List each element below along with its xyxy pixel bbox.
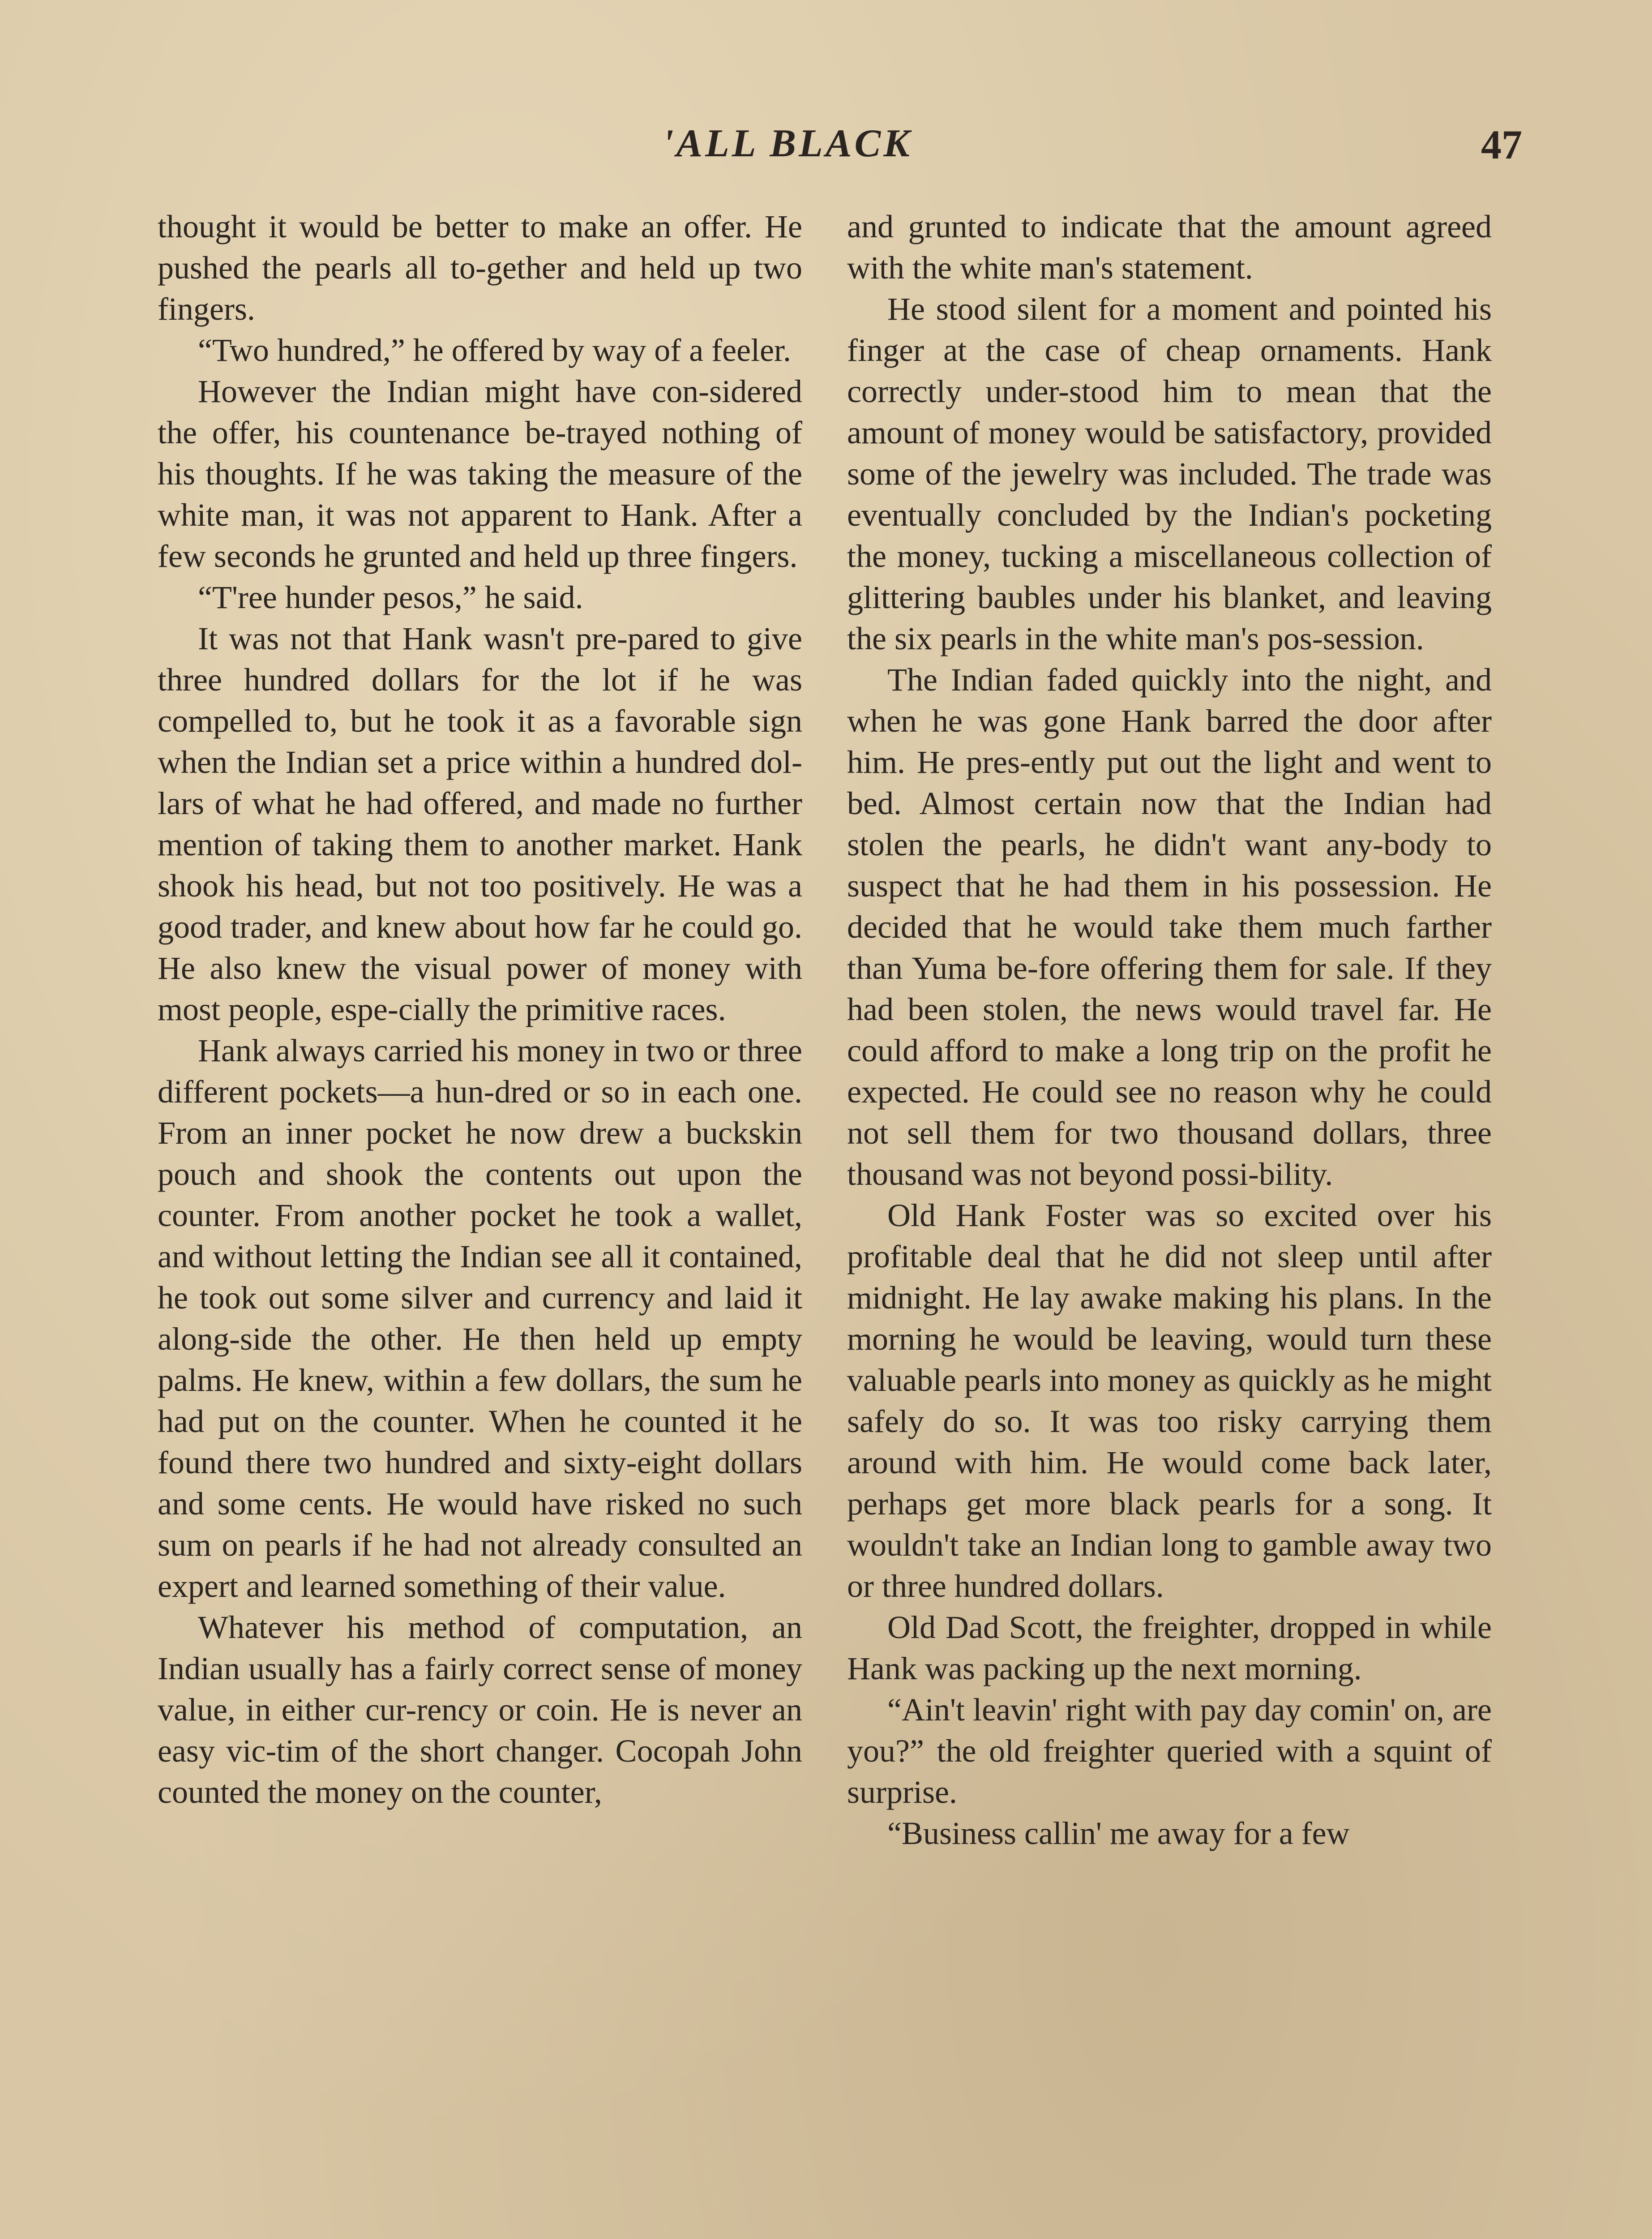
paragraph: Hank always carried his money in two or three different pockets—a hun-dred or so in each one. From an inner pocket he now drew a buckskin pouch and shook the contents out upon the counter. From another pocket he took a wallet, and without letting the Indian see all it contained, he took out some silver and currency and laid it along-side the other. He then held up empty palms. He knew, within a few dollars, the sum he had put on the counter. When he counted it he found there two hundred and sixty-eight dollars and some cents. He would have risked no such sum on pearls if he had not already consulted an expert and learned something of their value. — [158, 1033, 802, 1604]
paragraph: thought it would be better to make an offer. He pushed the pearls all to-gether and held up two fingers. — [158, 209, 802, 327]
page-number: 47 — [1481, 122, 1522, 167]
left-column — [158, 206, 802, 1813]
paragraph: “Business callin' me away for a few — [887, 1815, 1350, 1851]
paragraph: He stood silent for a moment and pointed his finger at the case of cheap ornaments. Hank correctly under-stood him to mean that the amount of money would be satisfactory, provided some of the jewelry was included. The trade was eventually concluded by the Indian's pocketing the money, tucking a miscellaneous collection of glittering baubles under his blanket, and leaving the six pearls in the white man's pos-session. — [847, 291, 1492, 656]
paragraph: Whatever his method of computation, an Indian usually has a fairly correct sense of money value, in either cur-rency or coin. He is never an easy vic-tim of the short changer. Cocopah John counted the money on the counter, — [158, 1609, 802, 1810]
running-title: 'ALL BLACK — [663, 122, 912, 165]
paragraph: “Two hundred,” he offered by way of a feeler. — [198, 332, 792, 368]
paragraph: Old Hank Foster was so excited over his profitable deal that he did not sleep until after midnight. He lay awake making his plans. In the morning he would be leaving, would turn these valuable pearls into money as quickly as he might safely do so. It was too risky carrying them around with him. He would come back later, perhaps get more black pearls for a song. It wouldn't take an Indian long to gamble away two or three hundred dollars. — [847, 1197, 1492, 1604]
paragraph: Old Dad Scott, the freighter, dropped in while Hank was packing up the next morning. — [847, 1609, 1492, 1686]
paragraph: and grunted to indicate that the amount agreed with the white man's statement. — [847, 209, 1492, 286]
paragraph: “T'ree hunder pesos,” he said. — [198, 579, 583, 615]
paragraph: It was not that Hank wasn't pre-pared to give three hundred dollars for the lot if he was compelled to, but he took it as a favorable sign when the Indian set a price within a hundred dol-lars of what he had offered, and made no further mention of taking them to another market. Hank shook his head, but not too positively. He was a good trader, and knew about how far he could go. He also knew the visual power of money with most people, espe-cially the primitive races. — [158, 621, 802, 1027]
paragraph: “Ain't leavin' right with pay day comin' on, are you?” the old freighter queried with a squint of surprise. — [847, 1692, 1492, 1810]
paragraph: The Indian faded quickly into the night, and when he was gone Hank barred the door after him. He pres-ently put out the light and went to bed. Almost certain now that the Indian had stolen the pearls, he didn't want any-body to suspect that he had them in his possession. He decided that he would take them much farther than Yuma be-fore offering them for sale. If they had been stolen, the news would travel far. He could afford to make a long trip on the profit he expected. He could see no reason why he could not sell them for two thousand dollars, three thousand was not beyond possi-bility. — [847, 662, 1492, 1192]
paragraph: However the Indian might have con-sidered the offer, his countenance be-trayed nothing of his thoughts. If he was taking the measure of the white man, it was not apparent to Hank. After a few seconds he grunted and held up three fingers. — [158, 373, 802, 574]
right-column — [847, 206, 1492, 1854]
